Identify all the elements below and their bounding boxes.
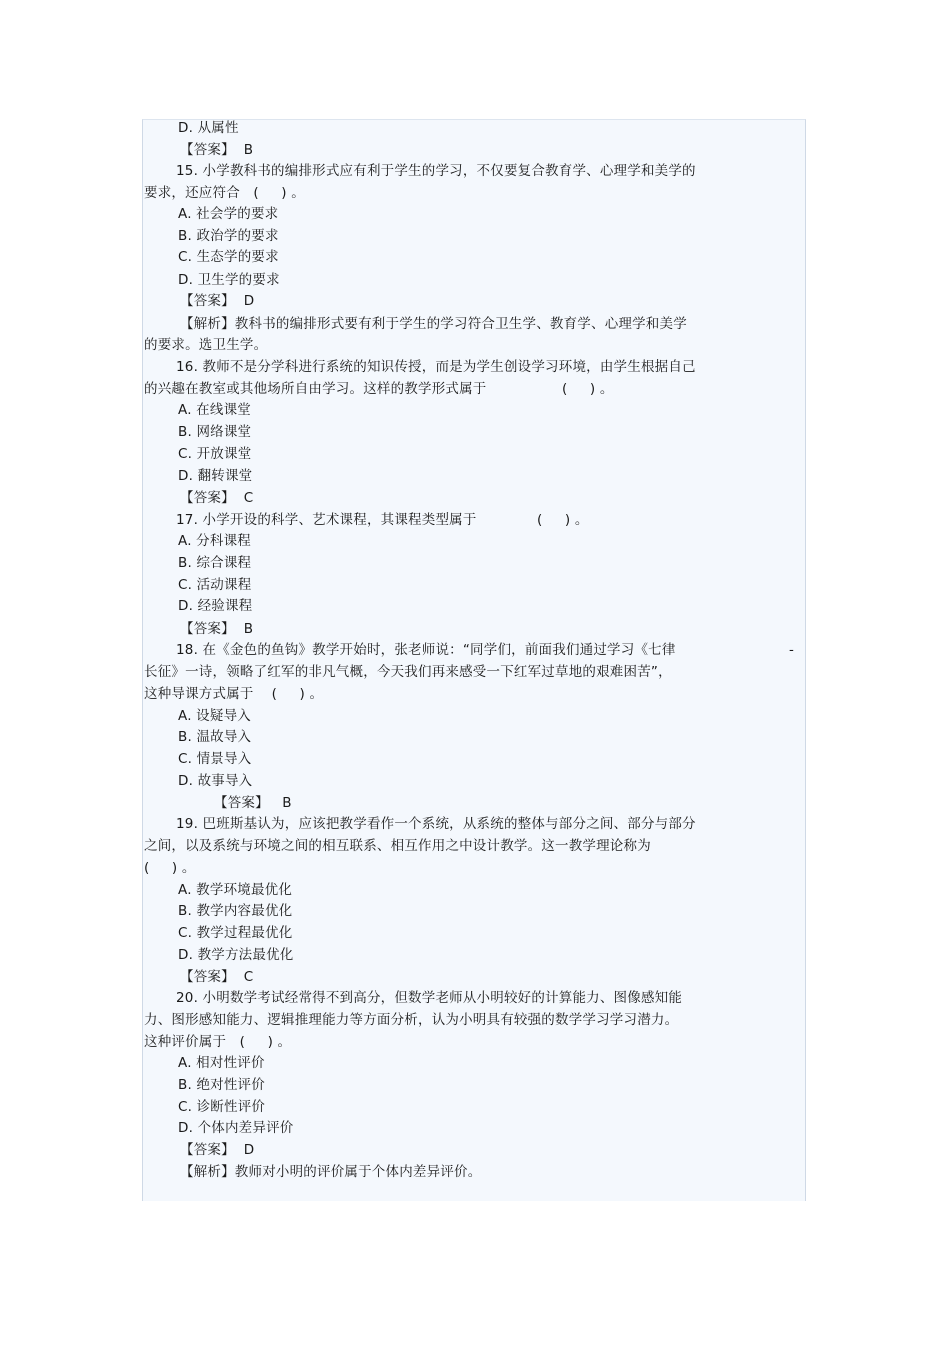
text-line: C. 开放课堂 bbox=[178, 446, 252, 462]
text-line: C. 生态学的要求 bbox=[178, 249, 279, 265]
text-line: 20. 小明数学考试经常得不到高分，但数学老师从小明较好的计算能力、图像感知能 bbox=[176, 990, 683, 1006]
text-line: - bbox=[789, 642, 795, 658]
text-line: 之间，以及系统与环境之间的相互联系、相互作用之中设计教学。这一教学理论称为 bbox=[144, 838, 651, 854]
text-line: D. 教学方法最优化 bbox=[178, 947, 294, 963]
text-line: C. 诊断性评价 bbox=[178, 1099, 266, 1115]
text-line: ( ) 。 bbox=[144, 860, 196, 876]
text-line: 【答案】 D bbox=[180, 293, 255, 309]
text-line: C. 情景导入 bbox=[178, 751, 252, 767]
text-line: 要求，还应符合 ( ) 。 bbox=[144, 185, 305, 201]
text-line: 【答案】 C bbox=[180, 490, 254, 506]
text-line: D. 卫生学的要求 bbox=[178, 272, 280, 288]
text-line: A. 教学环境最优化 bbox=[178, 882, 293, 898]
text-line: 18. 在《金色的鱼钩》教学开始时，张老师说：“同学们，前面我们通过学习《七律 bbox=[176, 642, 676, 658]
text-line: 力、图形感知能力、逻辑推理能力等方面分析，认为小明具有较强的数学学习学习潜力。 bbox=[144, 1012, 679, 1028]
text-line: 长征》一诗，领略了红军的非凡气概，今天我们再来感受一下红军过草地的艰难困苦”， bbox=[144, 664, 672, 680]
text-line: 【答案】 B bbox=[214, 795, 292, 811]
text-line: 【解析】教师对小明的评价属于个体内差异评价。 bbox=[180, 1164, 482, 1180]
text-line: 的兴趣在教室或其他场所自由学习。这样的教学形式属于 bbox=[144, 381, 487, 397]
text-line: 这种导课方式属于 ( ) 。 bbox=[144, 686, 324, 702]
text-line: ( ) 。 bbox=[537, 512, 589, 528]
text-line: ( ) 。 bbox=[562, 381, 614, 397]
text-line: 17. 小学开设的科学、艺术课程，其课程类型属于 bbox=[176, 512, 477, 528]
text-line: B. 绝对性评价 bbox=[178, 1077, 265, 1093]
text-line: 【答案】 B bbox=[180, 142, 254, 158]
text-line: B. 政治学的要求 bbox=[178, 228, 279, 244]
text-line: B. 网络课堂 bbox=[178, 424, 252, 440]
text-line: D. 从属性 bbox=[178, 120, 239, 136]
text-line: 15. 小学教科书的编排形式应有利于学生的学习，不仅要复合教育学、心理学和美学的 bbox=[176, 163, 696, 179]
text-line: C. 教学过程最优化 bbox=[178, 925, 293, 941]
text-line: B. 温故导入 bbox=[178, 729, 252, 745]
text-line: 【答案】 D bbox=[180, 1142, 255, 1158]
text-line: 19. 巴班斯基认为，应该把教学看作一个系统，从系统的整体与部分之间、部分与部分 bbox=[176, 816, 696, 832]
text-line: D. 个体内差异评价 bbox=[178, 1120, 294, 1136]
text-line: D. 故事导入 bbox=[178, 773, 253, 789]
text-line: A. 分科课程 bbox=[178, 533, 251, 549]
text-line: 【解析】教科书的编排形式要有利于学生的学习符合卫生学、教育学、心理学和美学 bbox=[180, 316, 687, 332]
text-line: A. 在线课堂 bbox=[178, 402, 251, 418]
text-line: A. 设疑导入 bbox=[178, 708, 251, 724]
text-line: A. 社会学的要求 bbox=[178, 206, 279, 222]
text-line: 【答案】 C bbox=[180, 969, 254, 985]
text-line: B. 综合课程 bbox=[178, 555, 252, 571]
text-line: 这种评价属于 ( ) 。 bbox=[144, 1034, 292, 1050]
text-line: 【答案】 B bbox=[180, 621, 254, 637]
text-line: B. 教学内容最优化 bbox=[178, 903, 293, 919]
text-line: D. 翻转课堂 bbox=[178, 468, 253, 484]
text-line: 16. 教师不是分学科进行系统的知识传授，而是为学生创设学习环境，由学生根据自己 bbox=[176, 359, 696, 375]
text-line: 的要求。选卫生学。 bbox=[144, 337, 268, 353]
text-line: D. 经验课程 bbox=[178, 598, 253, 614]
text-line: A. 相对性评价 bbox=[178, 1055, 265, 1071]
text-line: C. 活动课程 bbox=[178, 577, 252, 593]
